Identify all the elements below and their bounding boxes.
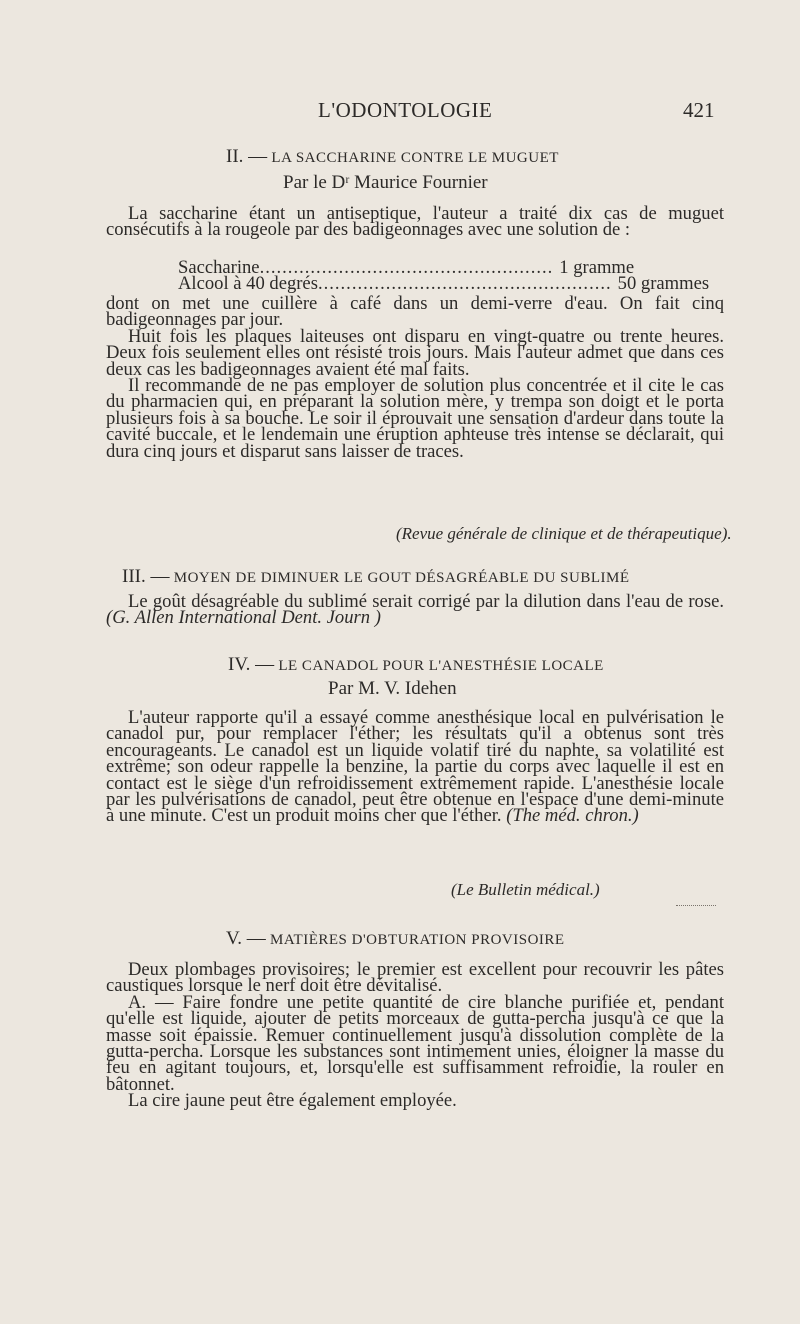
section-2-paragraph: Il recommande de ne pas employer de solution plus concentrée et il cite le cas du pharmacien qui, en préparant la solution mère, y trempa son doigt et le porta plusieurs fois à sa bouche. Le soir il éprouvait une sensation d'ardeur dans toute la cavité buccale, et le lendemain une éruption aphteuse très intense se déclarait, qui dura cinq jours et disparut sans laisser de traces. (106, 375, 724, 462)
section-3-text: Le goût désagréable du sublimé serait corrigé par la dilution dans l'eau de rose. (128, 591, 724, 612)
leader-dots: .................................................... (259, 257, 554, 278)
section-divider (676, 902, 716, 906)
section-2-source: (Revue générale de clinique et de thérapeutique). (396, 524, 732, 543)
section-2-title: LA SACCHARINE CONTRE LE MUGUET (271, 150, 559, 166)
section-3-body (106, 591, 724, 629)
recipe-list (178, 257, 710, 295)
section-5-number: V. — (226, 928, 266, 949)
recipe-name: Alcool à 40 degrés (178, 273, 318, 295)
section-3-heading (122, 566, 630, 588)
section-2-intro (106, 203, 724, 241)
recipe-name: Saccharine (178, 257, 260, 278)
running-head: L'ODONTOLOGIE (318, 98, 493, 122)
section-2-body (106, 293, 724, 462)
section-4-source: (Le Bulletin médical.) (451, 880, 600, 899)
section-5-body (106, 959, 724, 1112)
section-2-heading (226, 146, 559, 168)
section-2-number: II. — (226, 146, 268, 167)
section-5-title: MATIÈRES D'OBTURATION PROVISOIRE (270, 932, 565, 948)
section-3-source: (G. Allen International Dent. Journ ) (106, 607, 381, 629)
section-4-paragraph (106, 707, 724, 827)
section-5-paragraph: A. — Faire fondre une petite quantité de cire blanche purifiée et, pendant qu'elle est liquide, ajouter de petits morceaux de gutta-percha jusqu'à ce que la masse soit épaissie. Remuer continuellement jusqu'à dissolution complète de la gutta-percha. Lorsque les substances sont intimement unies, éloigner la masse du feu en agitant toujours, et, lorsqu'elle est suffisamment refroidie, la rouler en bâtonnet. (106, 991, 724, 1095)
page-number: 421 (683, 98, 715, 122)
section-2-paragraph: dont on met une cuillère à café dans un demi-verre d'eau. On fait cinq badigeonnages par jour. (106, 293, 724, 331)
section-4-inline-source: (The méd. chron.) (506, 805, 639, 827)
recipe-qty: 1 gramme (559, 257, 635, 278)
recipe-qty: 50 grammes (617, 273, 710, 295)
section-4-title: LE CANADOL POUR L'ANESTHÉSIE LOCALE (278, 658, 604, 674)
section-3-title: MOYEN DE DIMINUER LE GOUT DÉSAGRÉABLE DU SUBLIMÉ (173, 570, 630, 586)
section-2-byline: Par le Dʳ Maurice Fournier (283, 172, 488, 193)
section-2-paragraph: Huit fois les plaques laiteuses ont disparu en vingt-quatre ou trente heures. Deux fois seulement elles ont résisté trois jours. Mais l'auteur admet que dans ces deux cas les badigeonnages avaient été mal faits. (106, 325, 724, 380)
section-4-body (106, 707, 724, 827)
section-4-heading (228, 654, 604, 676)
leader-dots: .................................................... (317, 273, 612, 295)
section-3-number: III. — (122, 566, 170, 587)
section-4-text: L'auteur rapporte qu'il a essayé comme anesthésique local en pulvérisation le canadol pur, pour remplacer l'éther; les résultats qu'il a obtenus sont très encourageants. Le canadol est un liquide volatif tiré du naphte, sa volatilité est extrême; son odeur rappelle la benzine, la partie du corps avec laquelle il est en contact est le siège d'un refroidissement extrêmement rapide. L'anesthésie locale par les pulvérisations de canadol, peut être obtenue en l'espace d'une demi-minute à une minute. C'est un produit moins cher que l'éther. (106, 707, 724, 827)
section-5-heading (226, 928, 565, 950)
section-3-paragraph (106, 591, 724, 629)
section-4-number: IV. — (228, 654, 275, 675)
recipe-row (178, 273, 710, 295)
section-2-intro-paragraph: La saccharine étant un antiseptique, l'auteur a traité dix cas de muguet consécutifs à la rougeole par des badigeonnages avec une solution de : (106, 203, 724, 241)
section-4-byline: Par M. V. Idehen (328, 678, 457, 699)
section-5-paragraph: Deux plombages provisoires; le premier est excellent pour recouvrir les pâtes caustiques lorsque le nerf doit être dévitalisé. (106, 959, 724, 997)
section-5-paragraph: La cire jaune peut être également employée. (128, 1090, 457, 1112)
